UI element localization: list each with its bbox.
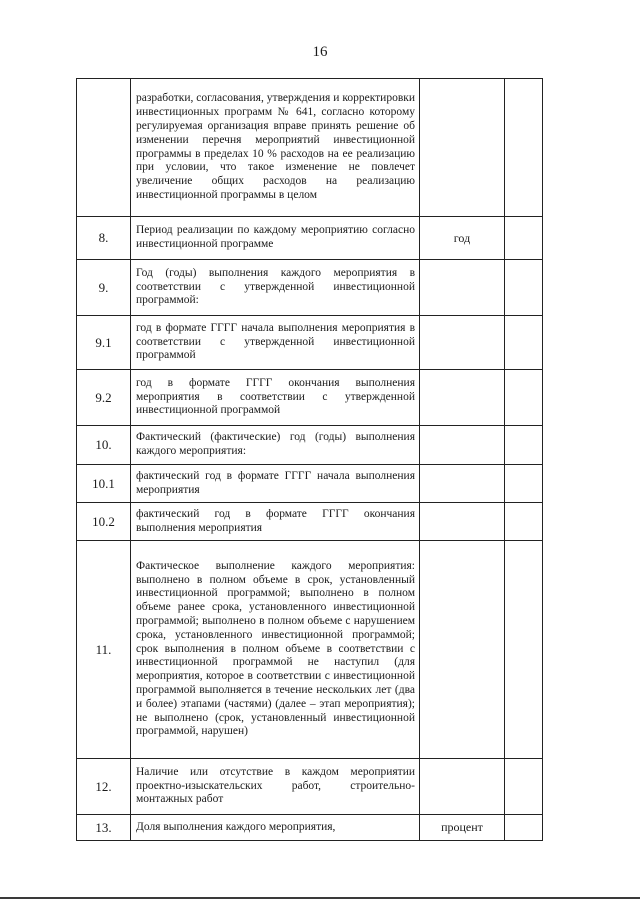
value-cell <box>505 465 543 503</box>
row-unit <box>420 759 505 815</box>
table-row <box>77 541 543 759</box>
row-description: год в формате ГГГГ окончания выполнения мероприятия в соответствии с утвержденной инвестиционной программой <box>136 376 415 417</box>
row-number: 9.2 <box>77 370 131 426</box>
table-row <box>77 260 543 316</box>
bottom-edge-rule <box>0 897 640 899</box>
row-number: 8. <box>77 217 131 260</box>
row-unit <box>420 316 505 370</box>
row-description: Доля выполнения каждого мероприятия, <box>136 820 336 833</box>
page-number: 16 <box>312 44 328 60</box>
value-cell <box>505 759 543 815</box>
row-description: год в формате ГГГГ начала выполнения мероприятия в соответствии с утвержденной инвестиционной программой <box>136 321 415 362</box>
row-unit <box>420 426 505 465</box>
value-cell <box>505 79 543 217</box>
row-number: 11. <box>77 541 131 759</box>
value-cell <box>505 541 543 759</box>
table-row <box>77 426 543 465</box>
table-row <box>77 316 543 370</box>
row-unit: процент <box>420 815 505 841</box>
row-number: 10.2 <box>77 503 131 541</box>
table-row <box>77 465 543 503</box>
table-row <box>77 79 543 217</box>
table-row <box>77 370 543 426</box>
value-cell <box>505 316 543 370</box>
row-description: Год (годы) выполнения каждого мероприятия в соответствии с утвержденной инвестиционной программой: <box>136 266 415 307</box>
value-cell <box>505 426 543 465</box>
row-unit <box>420 465 505 503</box>
row-unit <box>420 79 505 217</box>
row-number: 9. <box>77 260 131 316</box>
row-number <box>77 79 131 217</box>
row-description: Фактическое выполнение каждого мероприятия: выполнено в полном объеме в срок, установленный инвестиционной программой; выполнено в полном объеме ранее срока, установленного инвестиционной программой; выполнено в полном объеме с нарушением срока, установленного инвестиционной программой; срок выполнения в полном объеме в соответствии с инвестиционной программой не наступил (для мероприятия, которое в соответствии с инвестиционной программой выполняется в течение нескольких лет (два и более) этапами (частями) (далее – этап мероприятия); не выполнено (срок, установленный инвестиционной программой, нарушен) <box>136 559 415 738</box>
table-row <box>77 815 543 841</box>
row-number: 10. <box>77 426 131 465</box>
value-cell <box>505 503 543 541</box>
row-description: Наличие или отсутствие в каждом мероприятии проектно-изыскательских работ, строительно-монтажных работ <box>136 765 415 806</box>
row-unit <box>420 503 505 541</box>
value-cell <box>505 370 543 426</box>
row-description: разработки, согласования, утверждения и корректировки инвестиционных программ № 641, согласно которому регулируемая организация вправе принять решение об изменении перечня мероприятий инвестиционной программы в пределах 10 % расходов на ее реализацию при условии, что такое изменение не повлечет увеличение общих расходов на реализацию инвестиционной программы в целом <box>136 92 415 201</box>
row-unit <box>420 541 505 759</box>
table-row <box>77 217 543 260</box>
row-unit <box>420 370 505 426</box>
row-number: 13. <box>77 815 131 841</box>
row-number: 12. <box>77 759 131 815</box>
table-row <box>77 503 543 541</box>
value-cell <box>505 217 543 260</box>
row-description: фактический год в формате ГГГГ начала выполнения мероприятия <box>136 469 415 496</box>
value-cell <box>505 260 543 316</box>
requirements-table <box>76 78 543 841</box>
row-description: Фактический (фактические) год (годы) выполнения каждого мероприятия: <box>136 431 415 457</box>
value-cell <box>505 815 543 841</box>
row-description: фактический год в формате ГГГГ окончания выполнения мероприятия <box>136 507 415 534</box>
row-description: Период реализации по каждому мероприятию согласно инвестиционной программе <box>136 224 415 250</box>
row-unit <box>420 260 505 316</box>
row-number: 9.1 <box>77 316 131 370</box>
table-row <box>77 759 543 815</box>
row-number: 10.1 <box>77 465 131 503</box>
row-unit: год <box>420 217 505 260</box>
